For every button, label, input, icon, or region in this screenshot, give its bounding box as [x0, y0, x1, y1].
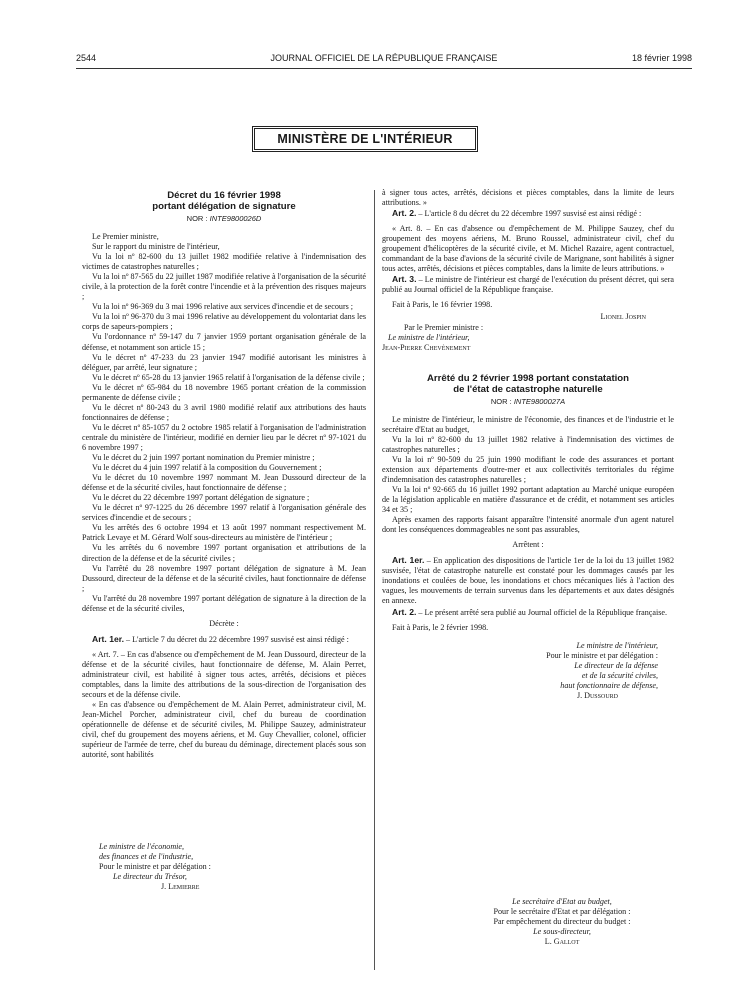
decree-visas	[82, 232, 366, 614]
decree-paragraph: Vu le décret nº 85-1057 du 2 octobre 1985 relatif à l'organisation de l'administration centrale du ministère de l'intérieur, modifié en dernier lieu par le décret nº 97-1021 du 6 novembre 1997 ;	[82, 422, 366, 452]
decree-paragraph: Vu le décret nº 65-984 du 18 novembre 1965 portant création de la commission permanente de défense civile ;	[82, 382, 366, 402]
arrete-paragraph: Après examen des rapports faisant apparaître l'intensité anormale d'un agent naturel dont les conséquences dommageables ne sont pas assurables,	[382, 515, 674, 535]
decree-column	[82, 190, 366, 760]
decree-paragraph: Vu le décret du 4 juin 1997 relatif à la composition du Gouvernement ;	[92, 463, 322, 473]
decree-article-7-quote-2: « En cas d'absence ou d'empêchement de M. Alain Perret, administrateur civil, M. Jean-Michel Porcher, administrateur civil, chef du bureau de coordination opérationnelle de défense et de sécurité civiles, M. Philippe Sauzey, administrateur civil, chef du groupement des moyens aériens, et M. Guy Chevallier, colonel, officier supérieur de l'armée de terre, chef du bureau du déminage, directement placés sous son autorité, sont habilités	[82, 700, 366, 760]
signer-lemierre: J. Lemierre	[161, 882, 200, 892]
decree-article-1: Art. 1er. – L'article 7 du décret du 22 décembre 1997 susvisé est ainsi rédigé :	[92, 633, 349, 644]
decree-paragraph: Vu la loi nº 82-600 du 13 juillet 1982 modifiée relative à l'indemnisation des victimes de catastrophes naturelles ;	[82, 252, 366, 272]
decree-paragraph: Vu le décret du 2 juin 1997 portant nomination du Premier ministre ;	[92, 453, 315, 463]
arrete-signature-interieur: Le ministre de l'intérieur, Pour le ministre et par délégation : Le directeur de la défense et de la sécurité civiles, haut fonctionnaire de défense, J. Dussourd	[382, 641, 674, 701]
decree-paragraph: Vu les arrêtés des 6 octobre 1994 et 13 août 1997 nommant respectivement M. Patrick Levaye et M. Gérard Wolf sous-directeurs au ministère de l'intérieur ;	[82, 523, 366, 543]
arrete-arretent: Arrêtent :	[512, 540, 544, 550]
decree-paragraph: Sur le rapport du ministre de l'intérieur,	[92, 242, 220, 252]
decree-minister: Le ministre de l'intérieur,	[388, 332, 470, 342]
decree-article-7-quote: « Art. 7. – En cas d'absence ou d'empêchement de M. Jean Dussourd, directeur de la défense et de la sécurité civiles, haut fonctionnaire de défense, M. Alain Perret, administrateur civil, est habilité à signer tous actes, arrêtés, décisions et pièces comptables, dans la limite des attributions de la sous-direction de l'organisation des secours et de la défense civile.	[82, 649, 366, 700]
decree-paragraph: Vu le décret du 10 novembre 1997 nommant M. Jean Dussourd directeur de la défense et de la sécurité civiles, haut fonctionnaire de défense ;	[82, 473, 366, 493]
decree-paragraph: Vu le décret du 22 décembre 1997 portant délégation de signature ;	[92, 493, 310, 503]
signer-dussourd: J. Dussourd	[576, 690, 618, 700]
arrete-title: Arrêté du 2 février 1998 portant constatation	[426, 372, 630, 384]
arrete-fait: Fait à Paris, le 2 février 1998.	[392, 622, 489, 632]
journal-title: JOURNAL OFFICIEL DE LA RÉPUBLIQUE FRANÇAISE	[270, 53, 498, 63]
decree-paragraph: Vu le décret nº 47-233 du 23 janvier 1947 modifié autorisant les ministres à déléguer, par arrêté, leur signature ;	[82, 352, 366, 372]
column-divider	[374, 190, 375, 970]
decree-paragraph: Vu la loi nº 96-370 du 3 mai 1996 relative au développement du volontariat dans les corps de sapeurs-pompiers ;	[82, 312, 366, 332]
arrete-nor-code: INTE9800027A	[513, 396, 566, 406]
running-header	[76, 51, 692, 67]
decree-subtitle: portant délégation de signature	[152, 201, 296, 212]
decree-paragraph: Vu l'arrêté du 28 novembre 1997 portant délégation de signature à la direction de la défense et de la sécurité civiles,	[82, 593, 366, 613]
decree-paragraph: Le Premier ministre,	[92, 232, 159, 241]
header-rule	[76, 68, 692, 69]
decree-article-2: Art. 2. – L'article 8 du décret du 22 décembre 1997 susvisé est ainsi rédigé :	[392, 208, 642, 219]
arrete-visas	[382, 415, 674, 536]
decree-article-8-quote: « Art. 8. – En cas d'absence ou d'empêchement de M. Philippe Sauzey, chef du groupement des moyens aériens, M. Bruno Roussel, administrateur civil, chef du groupement d'hélicoptères de la sécurité civile, et M. Michel Razaire, agent contractuel, commandant de la base d'avions de la sécurité civile de Marignane, sont habilités à signer tous actes, arrêtés, décisions et pièces comptables, dans la limite de leurs attributions. »	[382, 224, 674, 274]
arrete-article-2: Art. 2. – Le présent arrêté sera publié au Journal officiel de la République française.	[392, 606, 668, 617]
decree-paragraph: Vu les arrêtés du 6 novembre 1997 portant organisation et attributions de la direction de la défense et de la sécurité civiles ;	[82, 543, 366, 563]
decree-article-3: Art. 3. – Le ministre de l'intérieur est chargé de l'exécution du présent décret, qui sera publié au Journal officiel de la République française.	[382, 274, 674, 295]
decree-paragraph: Vu l'arrêté du 28 novembre 1997 portant délégation de signature à M. Jean Dussourd, directeur de la défense et de la sécurité civiles, haut fonctionnaire de défense ;	[82, 563, 366, 593]
decree-nor-code: INTE9800026D	[209, 214, 262, 223]
right-column	[382, 188, 674, 701]
page-number: 2544	[76, 53, 97, 63]
arrete-paragraph: Vu la loi nº 82-600 du 13 juillet 1982 relative à l'indemnisation des victimes de catastrophes naturelles ;	[382, 434, 674, 454]
decree-title: Décret du 16 février 1998	[167, 190, 281, 201]
decree-minister-name: Jean-Pierre Chevènement	[382, 342, 471, 352]
decree-paragraph: Vu la loi nº 87-565 du 22 juillet 1987 modifiée relative à l'organisation de la sécurité civile, à la protection de la forêt contre l'incendie et à la prévention des risques majeurs ;	[82, 272, 366, 302]
arrete-nor: NOR : INTE9800027A	[490, 396, 566, 406]
decree-paragraph: Vu le décret nº 80-243 du 3 avril 1980 modifié relatif aux attributions des hauts fonctionnaires de défense ;	[82, 402, 366, 422]
arrete-paragraph: Vu la loi nº 92-665 du 16 juillet 1992 portant adaptation au Marché unique européen de la législation applicable en matière d'assurance et de crédit, et notamment ses articles 34 et 35 ;	[382, 484, 674, 515]
arrete-article-1: Art. 1er. – En application des dispositions de l'article 1er de la loi du 13 juillet 1982 susvisée, l'état de catastrophe naturelle est constaté pour les dommages causés par les inondations et coulées de boue, les inondations et chocs mécaniques liés à l'action des vagues, les mouvements de terrain survenus dans les départements et aux dates désignés en annexe.	[382, 555, 674, 606]
arrete-paragraph: Vu la loi nº 90-509 du 25 juin 1990 modifiant le code des assurances et portant extension aux départements d'outre-mer et aux collectivités territoriales du régime d'indemnisation des catastrophes naturelles ;	[382, 454, 674, 484]
arrete-signature-finances: Le ministre de l'économie, des finances et de l'industrie, Pour le ministre et par délégation : Le directeur du Trésor, J. Lemierre	[99, 842, 369, 892]
decree-paragraph: Vu le décret nº 65-28 du 13 janvier 1965 relatif à l'organisation de la défense civile ;	[92, 372, 365, 382]
decree-paragraph: Vu le décret nº 97-1225 du 26 décembre 1997 relatif à l'organisation générale des services d'incendie et de secours ;	[82, 503, 366, 523]
arrete-subtitle: de l'état de catastrophe naturelle	[453, 383, 603, 395]
decree-fait: Fait à Paris, le 16 février 1998.	[392, 300, 493, 310]
decree-nor: NOR : INTE9800026D	[186, 214, 262, 223]
decree-continuation: à signer tous actes, arrêtés, décisions et pièces comptables, dans la limite de leurs attributions. »	[382, 188, 674, 208]
decree-signer: Lionel Jospin	[600, 311, 646, 321]
arrete-paragraph: Le ministre de l'intérieur, le ministre de l'économie, des finances et de l'industrie et le secrétaire d'Etat au budget,	[382, 414, 674, 434]
arrete-signature-budget: Le secrétaire d'Etat au budget, Pour le secrétaire d'Etat et par délégation : Par empêchement du directeur du budget : Le sous-directeur, L. Gallot	[430, 897, 694, 947]
ministry-heading: MINISTÈRE DE L'INTÉRIEUR	[252, 126, 478, 152]
decree-decrete: Décrète :	[209, 618, 239, 628]
signer-gallot: L. Gallot	[544, 937, 580, 947]
decree-par-pm: Par le Premier ministre :	[404, 322, 484, 332]
decree-paragraph: Vu l'ordonnance nº 59-147 du 7 janvier 1959 portant organisation générale de la défense, et notamment son article 15 ;	[82, 332, 366, 352]
decree-paragraph: Vu la loi nº 96-369 du 3 mai 1996 relative aux services d'incendie et de secours ;	[92, 302, 354, 312]
issue-date: 18 février 1998	[631, 53, 692, 63]
